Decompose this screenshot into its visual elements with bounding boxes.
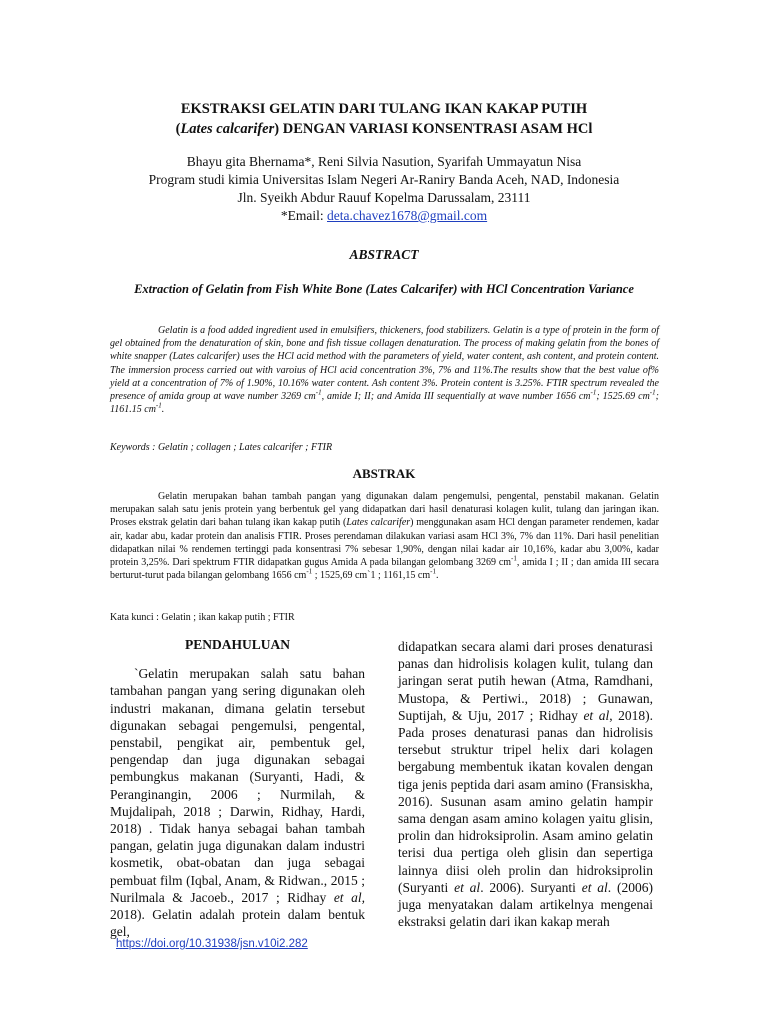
title-paren: ( — [175, 121, 181, 137]
abstrak-keywords: Kata kunci : Gelatin ; ikan kakap putih ; FTIR — [110, 612, 295, 623]
intro-paragraph-left: `Gelatin merupakan salah satu bahan tambahan pangan yang sering digunakan oleh industri makanan, dimana gelatin tersebut digunakan sebagai pengemulsi, pengental, penstabil, pengikat air, pembentuk gel, pengendap dan juga digunakan sebagai pembungkus makanan (Suryanti, Hadi, & Peranginangin, 2006 ; Nurmilah, & Mujdalipah, 2018 ; Darwin, Ridhay, Hardi, 2018) . Tidak hanya sebagai bahan tambah pangan, gelatin juga digunakan dalam industri kosmetik, obat-obatan dan juga sebagai pembuat film (Iqbal, Anam, & Ridwan., 2015 ; Nurilmala & Jacoeb., 2017 ; Ridhay et al, 2018). Gelatin adalah protein dalam bentuk gel, — [110, 666, 365, 940]
abstract-body — [110, 324, 659, 416]
title-line-1: EKSTRAKSI GELATIN DARI TULANG IKAN KAKAP PUTIH — [180, 101, 588, 117]
title-species: Lates calcarifer — [180, 121, 275, 137]
doi-link[interactable]: https://doi.org/10.31938/jsn.v10i2.282 — [116, 938, 308, 950]
email-label: *Email: — [280, 208, 327, 223]
author-affiliation: Program studi kimia Universitas Islam Negeri Ar-Raniry Banda Aceh, NAD, Indonesia — [148, 172, 620, 187]
author-email-line — [60, 207, 708, 225]
intro-left-column — [110, 636, 365, 940]
author-names: Bhayu gita Bhernama*, Reni Silvia Nasution, Syarifah Ummayatun Nisa — [186, 154, 582, 169]
abstrak-body — [110, 490, 659, 582]
abstract-subtitle: Extraction of Gelatin from Fish White Bone (Lates Calcarifer) with HCl Concentration Variance — [134, 282, 634, 296]
abstrak-paragraph: Gelatin merupakan bahan tambah pangan yang digunakan dalam pengemulsi, pengental, penstabil makanan. Gelatin merupakan salah satu jenis protein yang berbentuk gel yang didapatkan dari hasil denaturasi kolagen kulit, tulang dan jaringan ikan. Proses ekstrak gelatin dari bahan tulang ikan kakap putih (Lates calcarifer) menggunakan asam HCl dengan parameter rendemen, kadar air, kadar abu, kadar protein dan analisis FTIR. Proses perendaman dilakukan variasi asam HCl 3%, 7% dan 11%. Dari hasil penelitian didapatkan nilai % rendemen tertinggi pada konsentrasi 7% sebesar 1,90%, dengan nilai kadar air 10,16%, kadar abu 3,00%, kadar protein 3,25%. Dari spektrum FTIR didapatkan gugus Amida A pada bilangan gelombang 3269 $cm^{-1}$, amida I ; II ; dan amida III secara berturut-turut pada bilangan gelombang 1656 $cm^{-1}$ ; 1525,69 cm`1 ; 1161,15 $cm^{-1}$. — [110, 491, 660, 582]
intro-heading: PENDAHULUAN — [184, 637, 290, 652]
intro-paragraph-right: didapatkan secara alami dari proses denaturasi panas dan hidrolisis kolagen kulit, tulang dan jaringan serat putih hewan (Atma, Ramdhani, Mustopa, & Pertiwi., 2018) ; Gunawan, Suptijah, & Uju, 2017 ; Ridhay et al, 2018). Pada proses denaturasi panas dan hidrolisis tersebut struktur tripel helix dari kolagen bergabung membentuk ikatan kovalen dengan tiga jenis peptida dari asam amino (Fransiskha, 2016). Susunan asam amino gelatin hampir sama dengan asam amino kolagen yaitu glisin, prolin dan hidroksiprolin. Asam amino gelatin terisi dua pertiga oleh glisin dan sepertiga lainnya diisi oleh prolin dan hidroksiprolin (Suryanti et al. 2006). Suryanti et al. (2006) juga menyatakan dalam artikelnya mengenai ekstraksi gelatin dari ikan kakap merah — [398, 639, 654, 930]
title-line-2 — [60, 119, 708, 139]
title-rest: ) DENGAN VARIASI KONSENTRASI ASAM HCl — [274, 121, 593, 137]
intro-right-column — [398, 638, 653, 930]
email-link[interactable]: deta.chavez1678@gmail.com — [327, 208, 488, 223]
author-block — [60, 153, 708, 225]
paper-title — [60, 99, 708, 139]
abstract-heading: ABSTRACT — [349, 247, 419, 262]
abstract-paragraph: Gelatin is a food added ingredient used in emulsifiers, thickeners, food stabilizers. Gelatin is a type of protein in the form of gel obtained from the denaturation of skin, bone and fish tissue collagen denaturation. The process of making gelatin from the bones of white snapper (Lates calcarifer) uses the HCl acid method with the parameters of yield, water content, ash content, and protein content. The immersion process carried out with varoius of HCl acid concentration 3%, 7% and 11%.The results show that the best value of% yield at a concentration of 7% of 1.90%, 10.16% water content. Ash content 3%. Protein content is 3.25%. FTIR spectrum revealed the presence of amida group at wave number 3269 $cm^{-1}$, amide I; II; and Amida III sequentially at wave number 1656 $cm^{-1}$; 1525.69 $cm^{-1}$; 1161.15 $cm^{-1}$. — [110, 325, 659, 416]
abstract-keywords: Keywords : Gelatin ; collagen ; Lates calcarifer ; FTIR — [110, 442, 333, 453]
abstrak-heading: ABSTRAK — [352, 466, 416, 481]
author-address: Jln. Syeikh Abdur Rauuf Kopelma Darussalam, 23111 — [237, 190, 531, 205]
